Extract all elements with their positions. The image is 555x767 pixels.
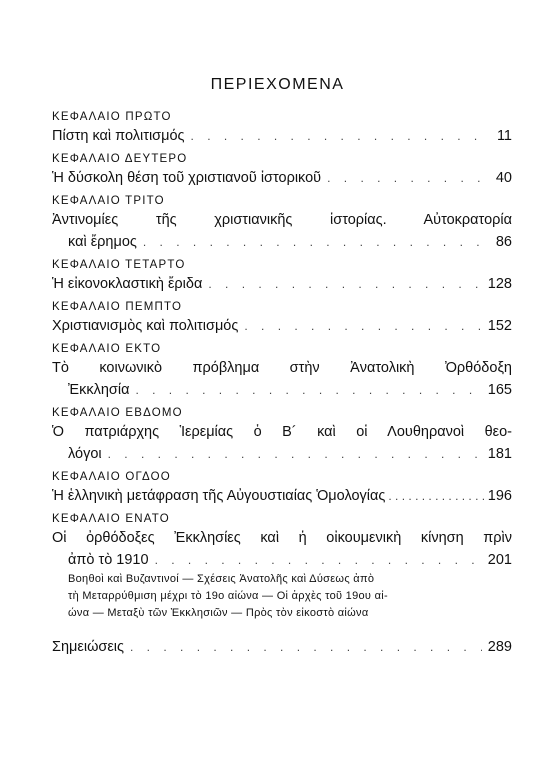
chapter-label: ΚΕΦΑΛΑΙΟ ΔΕΥΤΕΡΟ <box>52 153 188 165</box>
page-number: 289 <box>487 639 512 655</box>
toc-entry-line[interactable] <box>52 273 512 295</box>
chapter-entry <box>52 152 512 189</box>
dot-leader <box>327 167 484 189</box>
toc-entry-line[interactable] <box>52 485 512 507</box>
dot-leader <box>135 379 481 401</box>
chapter-entry <box>52 194 512 253</box>
page-number: 128 <box>487 276 512 292</box>
toc-entry-line[interactable] <box>52 231 512 253</box>
page-number: 165 <box>487 382 512 398</box>
chapter-title-continued: ἀπὸ τὸ 1910 <box>68 552 149 568</box>
chapter-title-continued: Ἐκκλησία <box>68 382 130 398</box>
notes-entry[interactable] <box>52 636 512 658</box>
section-summary-line: ώνα — Μεταξὺ τῶν Ἐκκλησιῶν — Πρὸς τὸν εἰκοστὸ αἰώνα <box>68 607 369 619</box>
page-number: 11 <box>496 128 512 144</box>
chapter-entry <box>52 470 512 507</box>
chapter-label: ΚΕΦΑΛΑΙΟ ΠΕΜΠΤΟ <box>52 301 183 313</box>
chapter-title: Τὸ κοινωνικὸ πρόβλημα στὴν Ἀνατολικὴ Ὀρθόδοξη <box>52 360 512 376</box>
chapter-entry <box>52 512 512 622</box>
chapter-title: Ὁ πατριάρχης Ἱερεμίας ὁ Β´ καὶ οἱ Λουθηρανοὶ θεο- <box>52 424 512 440</box>
page-number: 40 <box>495 170 512 186</box>
table-of-contents <box>52 110 512 658</box>
dot-leader <box>208 273 481 295</box>
chapter-title: Οἱ ὀρθόδοξες Ἐκκλησίες καὶ ἡ οἰκουμενικὴ κίνηση πρὶν <box>52 530 512 546</box>
toc-entry-line[interactable] <box>52 125 512 147</box>
chapter-entry <box>52 406 512 465</box>
page-number: 196 <box>487 488 512 504</box>
dot-leader <box>155 549 482 571</box>
chapter-title: Ἡ ἑλληνικὴ μετάφραση τῆς Αὐγουστιαίας Ὁμολογίας <box>52 488 386 504</box>
dot-leader <box>143 231 484 253</box>
chapter-label: ΚΕΦΑΛΑΙΟ ΤΡΙΤΟ <box>52 195 165 207</box>
chapter-title: Χριστιανισμὸς καὶ πολιτισμός <box>52 318 239 334</box>
page-number: 86 <box>495 234 512 250</box>
chapter-title: Ἡ δύσκολη θέση τοῦ χριστιανοῦ ἱστορικοῦ <box>52 170 322 186</box>
chapter-title: Ἡ εἰκονοκλαστικὴ ἔριδα <box>52 276 203 292</box>
chapter-title: Πίστη καὶ πολιτισμός <box>52 128 185 144</box>
chapter-entry <box>52 300 512 337</box>
section-summary-line: τὴ Μεταρρύθμιση μέχρι τὸ 19ο αἰώνα — Οἱ ἀρχὲς τοῦ 19ου αἰ- <box>68 590 388 602</box>
dot-leader <box>130 636 482 658</box>
page-number: 181 <box>487 446 512 462</box>
chapter-label: ΚΕΦΑΛΑΙΟ ΕΒΔΟΜΟ <box>52 407 183 419</box>
notes-title: Σημειώσεις <box>52 639 125 655</box>
chapter-title-continued: καὶ ἔρημος <box>68 234 137 250</box>
chapter-entry <box>52 342 512 401</box>
chapter-entry <box>52 258 512 295</box>
chapter-title-continued: λόγοι <box>68 446 102 462</box>
section-summary-line: Βοηθοὶ καὶ Βυζαντινοί — Σχέσεις Ἀνατολῆς καὶ Δύσεως ἀπὸ <box>68 573 375 585</box>
chapter-label: ΚΕΦΑΛΑΙΟ ΕΝΑΤΟ <box>52 513 170 525</box>
chapter-label: ΚΕΦΑΛΑΙΟ ΠΡΩΤΟ <box>52 111 172 123</box>
toc-entry-line[interactable] <box>52 549 512 571</box>
toc-entry-line[interactable] <box>52 379 512 401</box>
chapter-label: ΚΕΦΑΛΑΙΟ ΕΚΤΟ <box>52 343 162 355</box>
page-number: 152 <box>487 318 512 334</box>
toc-entry-line[interactable] <box>52 167 512 189</box>
page-number: 201 <box>487 552 512 568</box>
chapter-entry <box>52 110 512 147</box>
chapter-title: Ἀντινομίες τῆς χριστιανικῆς ἱστορίας. Αὐτοκρατορία <box>52 212 512 228</box>
dot-leader <box>388 485 484 507</box>
chapter-label: ΚΕΦΑΛΑΙΟ ΟΓΔΟΟ <box>52 471 171 483</box>
dot-leader <box>244 315 481 337</box>
toc-entry-line[interactable] <box>52 315 512 337</box>
page-title: ΠΕΡΙΕΧΟΜΕΝΑ <box>210 76 345 93</box>
chapter-label: ΚΕΦΑΛΑΙΟ ΤΕΤΑΡΤΟ <box>52 259 186 271</box>
dot-leader <box>108 443 482 465</box>
dot-leader <box>191 125 484 147</box>
toc-entry-line[interactable] <box>52 443 512 465</box>
